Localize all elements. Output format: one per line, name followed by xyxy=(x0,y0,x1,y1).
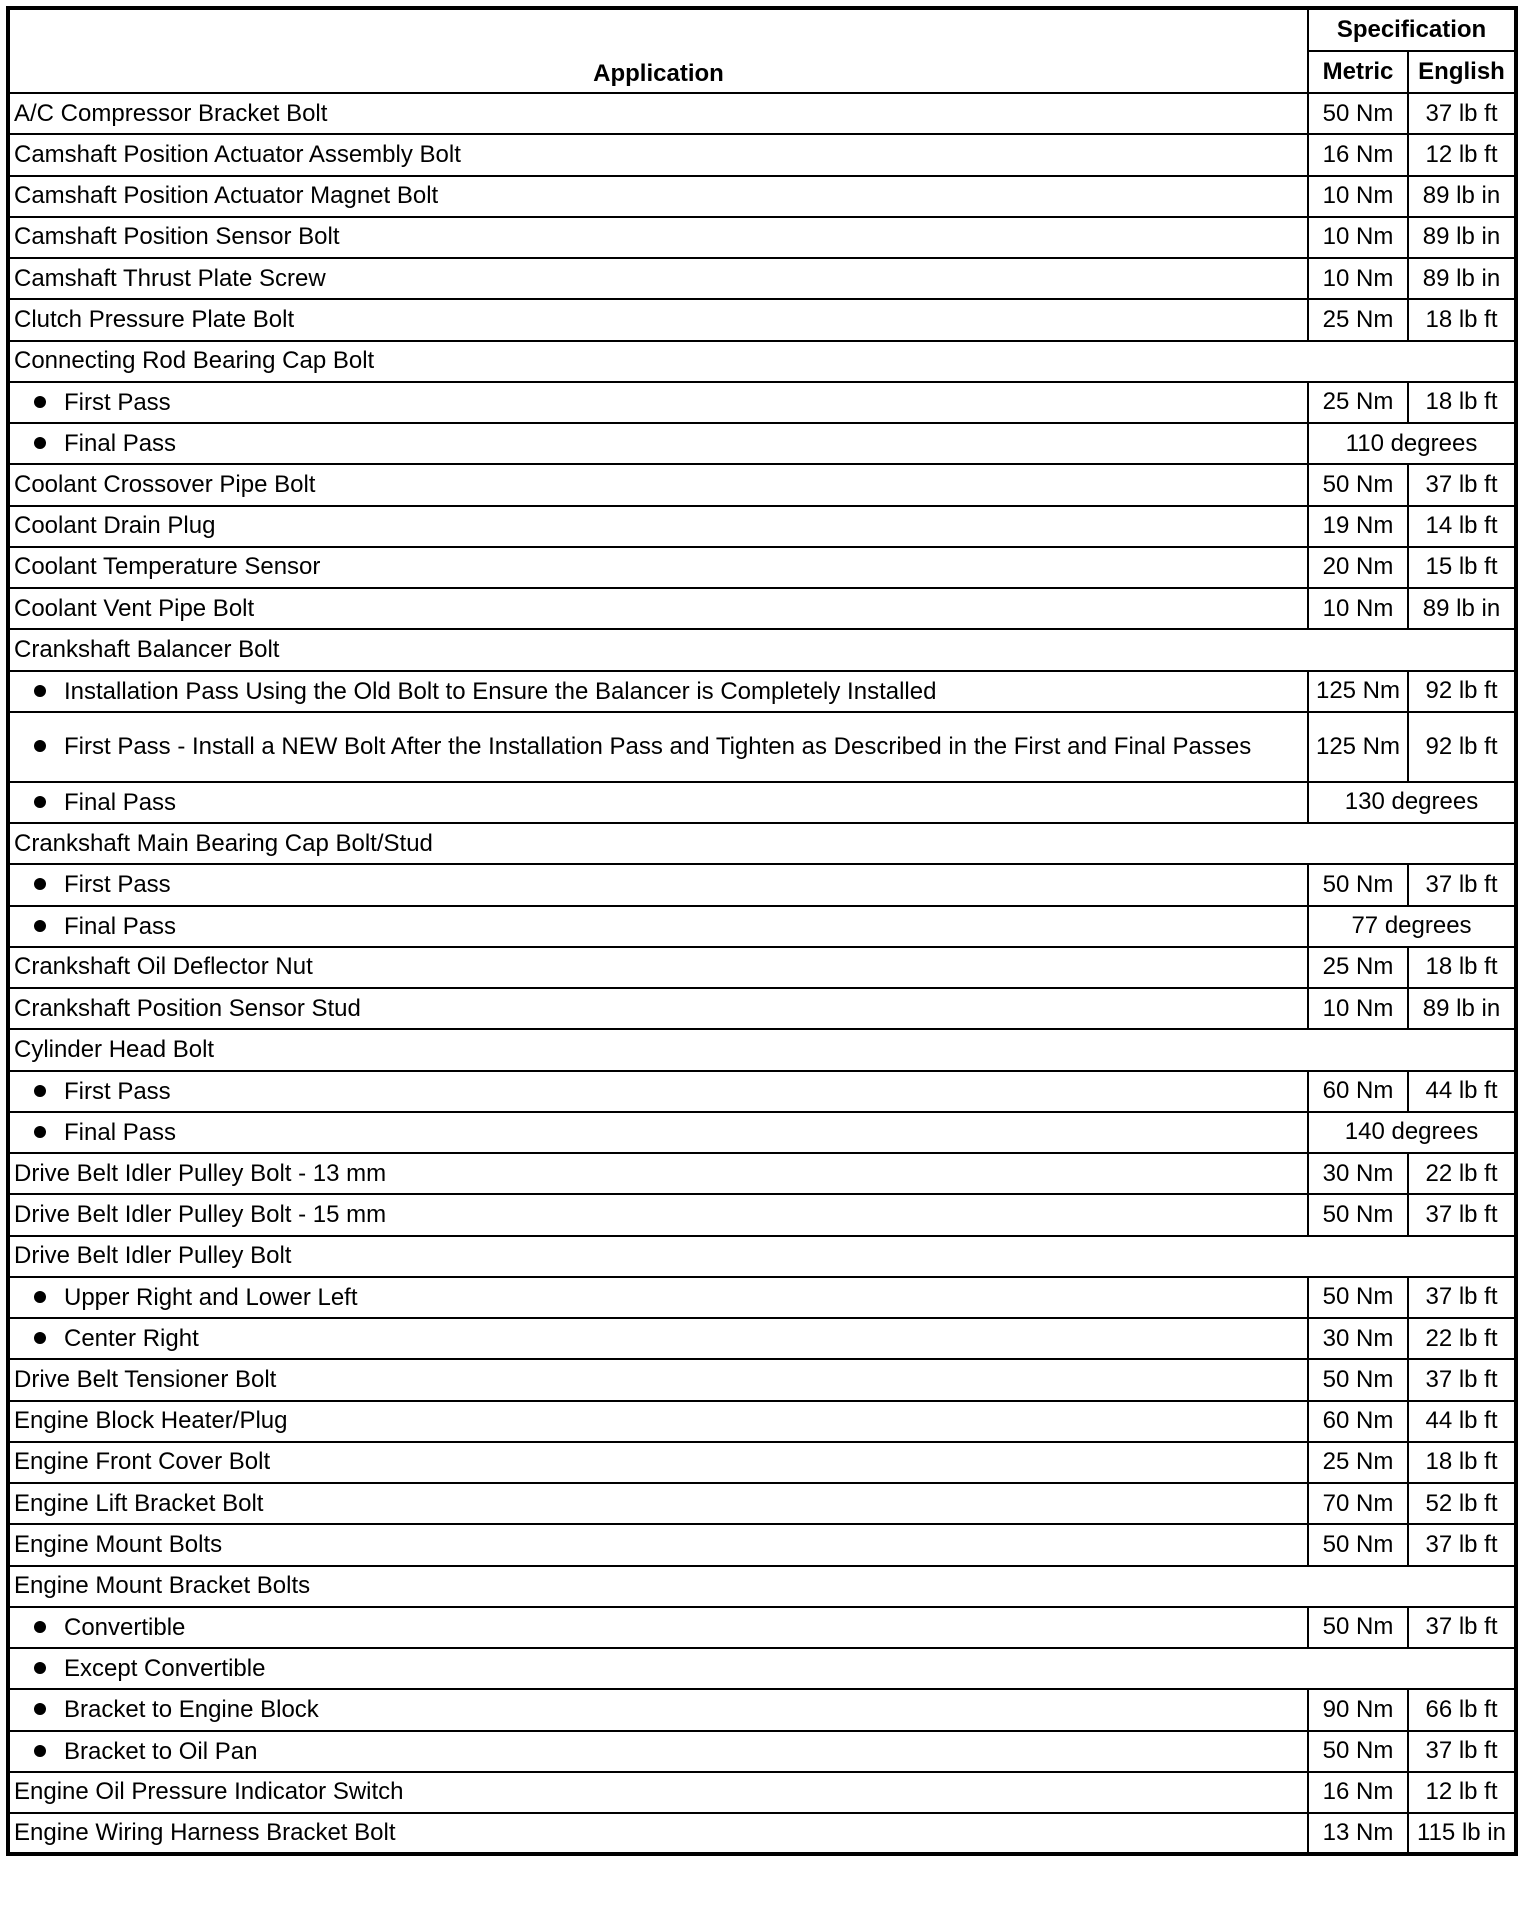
application-cell xyxy=(8,382,1308,423)
sub-step-label: Upper Right and Lower Left xyxy=(64,1283,358,1311)
metric-cell: 125 Nm xyxy=(1308,671,1408,712)
application-cell: Crankshaft Position Sensor Stud xyxy=(8,988,1308,1029)
metric-cell: 50 Nm xyxy=(1308,1731,1408,1772)
application-cell: Drive Belt Idler Pulley Bolt - 13 mm xyxy=(8,1153,1308,1194)
application-cell: Cylinder Head Bolt xyxy=(8,1029,1516,1070)
table-row xyxy=(8,506,1516,547)
table-row xyxy=(8,464,1516,505)
sub-step xyxy=(14,1695,1303,1724)
application-cell: Crankshaft Balancer Bolt xyxy=(8,629,1516,670)
table-row xyxy=(8,1442,1516,1483)
table-row xyxy=(8,712,1516,782)
metric-cell: 50 Nm xyxy=(1308,864,1408,905)
table-row xyxy=(8,1566,1516,1607)
sub-step xyxy=(14,677,1303,706)
sub-step xyxy=(14,1077,1303,1106)
application-cell: Camshaft Thrust Plate Screw xyxy=(8,258,1308,299)
metric-cell: 25 Nm xyxy=(1308,382,1408,423)
english-cell: 89 lb in xyxy=(1408,176,1516,217)
table-row xyxy=(8,1112,1516,1153)
metric-cell: 10 Nm xyxy=(1308,176,1408,217)
bullet-icon xyxy=(34,1126,46,1138)
metric-cell: 50 Nm xyxy=(1308,93,1408,134)
table-row xyxy=(8,1359,1516,1400)
angle-spec-cell: 130 degrees xyxy=(1308,782,1516,823)
metric-cell: 16 Nm xyxy=(1308,1772,1408,1813)
metric-cell: 30 Nm xyxy=(1308,1153,1408,1194)
table-row xyxy=(8,1483,1516,1524)
metric-cell: 16 Nm xyxy=(1308,134,1408,175)
sub-step-label: First Pass xyxy=(64,388,171,416)
sub-step xyxy=(14,1324,1303,1353)
application-cell: Camshaft Position Sensor Bolt xyxy=(8,217,1308,258)
english-cell: 18 lb ft xyxy=(1408,1442,1516,1483)
sub-step xyxy=(14,870,1303,899)
metric-cell: 25 Nm xyxy=(1308,299,1408,340)
english-cell: 15 lb ft xyxy=(1408,547,1516,588)
application-cell xyxy=(8,864,1308,905)
application-cell xyxy=(8,782,1308,823)
metric-cell: 70 Nm xyxy=(1308,1483,1408,1524)
table-row xyxy=(8,423,1516,464)
metric-cell: 20 Nm xyxy=(1308,547,1408,588)
application-cell xyxy=(8,671,1308,712)
table-row xyxy=(8,1236,1516,1277)
table-row xyxy=(8,1029,1516,1070)
english-cell: 89 lb in xyxy=(1408,588,1516,629)
english-cell: 92 lb ft xyxy=(1408,671,1516,712)
metric-cell: 50 Nm xyxy=(1308,1359,1408,1400)
header-english: English xyxy=(1408,51,1516,93)
application-cell xyxy=(8,1112,1308,1153)
table-row xyxy=(8,1153,1516,1194)
table-row xyxy=(8,1194,1516,1235)
table-row xyxy=(8,671,1516,712)
english-cell: 18 lb ft xyxy=(1408,382,1516,423)
english-cell: 66 lb ft xyxy=(1408,1689,1516,1730)
english-cell: 115 lb in xyxy=(1408,1813,1516,1854)
sub-step-label: Final Pass xyxy=(64,1118,177,1146)
metric-cell: 60 Nm xyxy=(1308,1401,1408,1442)
english-cell: 37 lb ft xyxy=(1408,1194,1516,1235)
table-row xyxy=(8,864,1516,905)
table-row xyxy=(8,1607,1516,1648)
english-cell: 44 lb ft xyxy=(1408,1071,1516,1112)
sub-step-label: First Pass xyxy=(64,871,171,899)
sub-step xyxy=(14,429,1303,458)
english-cell: 89 lb in xyxy=(1408,258,1516,299)
application-cell: Engine Mount Bolts xyxy=(8,1524,1308,1565)
application-cell xyxy=(8,906,1308,947)
table-row xyxy=(8,782,1516,823)
table-row xyxy=(8,947,1516,988)
header-specification: Specification xyxy=(1308,8,1516,51)
bullet-icon xyxy=(34,1703,46,1715)
english-cell: 92 lb ft xyxy=(1408,712,1516,782)
bullet-icon xyxy=(34,1291,46,1303)
metric-cell: 30 Nm xyxy=(1308,1318,1408,1359)
table-row xyxy=(8,1731,1516,1772)
metric-cell: 25 Nm xyxy=(1308,947,1408,988)
table-row xyxy=(8,1524,1516,1565)
english-cell: 18 lb ft xyxy=(1408,947,1516,988)
application-cell: Engine Lift Bracket Bolt xyxy=(8,1483,1308,1524)
sub-step-label: Convertible xyxy=(64,1613,186,1641)
english-cell: 37 lb ft xyxy=(1408,1731,1516,1772)
sub-step xyxy=(14,1737,1303,1766)
bullet-icon xyxy=(34,1621,46,1633)
english-cell: 89 lb in xyxy=(1408,217,1516,258)
sub-step-label: First Pass - Install a NEW Bolt After the Installation Pass and Tighten as Described in the First and Final Passes xyxy=(64,733,1252,761)
metric-cell: 10 Nm xyxy=(1308,258,1408,299)
application-cell xyxy=(8,1648,1516,1689)
table-row xyxy=(8,258,1516,299)
english-cell: 37 lb ft xyxy=(1408,93,1516,134)
table-row xyxy=(8,588,1516,629)
english-cell: 12 lb ft xyxy=(1408,134,1516,175)
bullet-icon xyxy=(34,437,46,449)
english-cell: 52 lb ft xyxy=(1408,1483,1516,1524)
application-cell xyxy=(8,1689,1308,1730)
metric-cell: 60 Nm xyxy=(1308,1071,1408,1112)
english-cell: 37 lb ft xyxy=(1408,1359,1516,1400)
table-row xyxy=(8,1648,1516,1689)
sub-step-label: First Pass xyxy=(64,1077,171,1105)
table-row xyxy=(8,1689,1516,1730)
application-cell xyxy=(8,1071,1308,1112)
table-row xyxy=(8,1277,1516,1318)
table-row xyxy=(8,176,1516,217)
application-cell: A/C Compressor Bracket Bolt xyxy=(8,93,1308,134)
application-cell: Engine Wiring Harness Bracket Bolt xyxy=(8,1813,1308,1854)
application-cell: Engine Front Cover Bolt xyxy=(8,1442,1308,1483)
sub-step xyxy=(14,1654,1510,1683)
metric-cell: 50 Nm xyxy=(1308,1607,1408,1648)
torque-spec-table-container xyxy=(6,6,1514,1856)
english-cell: 22 lb ft xyxy=(1408,1318,1516,1359)
application-cell: Engine Oil Pressure Indicator Switch xyxy=(8,1772,1308,1813)
application-cell: Coolant Drain Plug xyxy=(8,506,1308,547)
table-row xyxy=(8,823,1516,864)
bullet-icon xyxy=(34,796,46,808)
bullet-icon xyxy=(34,920,46,932)
english-cell: 22 lb ft xyxy=(1408,1153,1516,1194)
table-row xyxy=(8,382,1516,423)
header-application: Application xyxy=(8,8,1308,93)
english-cell: 37 lb ft xyxy=(1408,464,1516,505)
table-row xyxy=(8,629,1516,670)
sub-step-label: Final Pass xyxy=(64,430,177,458)
table-row xyxy=(8,547,1516,588)
header-metric: Metric xyxy=(1308,51,1408,93)
sub-step xyxy=(14,732,1303,761)
application-cell: Crankshaft Oil Deflector Nut xyxy=(8,947,1308,988)
english-cell: 14 lb ft xyxy=(1408,506,1516,547)
english-cell: 37 lb ft xyxy=(1408,864,1516,905)
english-cell: 37 lb ft xyxy=(1408,1607,1516,1648)
sub-step xyxy=(14,1118,1303,1147)
table-row xyxy=(8,93,1516,134)
metric-cell: 13 Nm xyxy=(1308,1813,1408,1854)
metric-cell: 90 Nm xyxy=(1308,1689,1408,1730)
sub-step-label: Final Pass xyxy=(64,788,177,816)
application-cell: Clutch Pressure Plate Bolt xyxy=(8,299,1308,340)
application-cell: Coolant Vent Pipe Bolt xyxy=(8,588,1308,629)
sub-step xyxy=(14,788,1303,817)
metric-cell: 10 Nm xyxy=(1308,217,1408,258)
application-cell xyxy=(8,1277,1308,1318)
sub-step-label: Center Right xyxy=(64,1325,199,1353)
english-cell: 89 lb in xyxy=(1408,988,1516,1029)
bullet-icon xyxy=(34,396,46,408)
bullet-icon xyxy=(34,1085,46,1097)
table-row xyxy=(8,1401,1516,1442)
sub-step-label: Bracket to Engine Block xyxy=(64,1696,319,1724)
table-row xyxy=(8,134,1516,175)
english-cell: 12 lb ft xyxy=(1408,1772,1516,1813)
application-cell: Drive Belt Tensioner Bolt xyxy=(8,1359,1308,1400)
sub-step-label: Bracket to Oil Pan xyxy=(64,1737,258,1765)
application-cell xyxy=(8,712,1308,782)
table-row xyxy=(8,906,1516,947)
application-cell: Coolant Temperature Sensor xyxy=(8,547,1308,588)
table-body xyxy=(8,93,1516,1854)
metric-cell: 10 Nm xyxy=(1308,988,1408,1029)
table-row xyxy=(8,1772,1516,1813)
metric-cell: 125 Nm xyxy=(1308,712,1408,782)
bullet-icon xyxy=(34,1332,46,1344)
application-cell: Drive Belt Idler Pulley Bolt xyxy=(8,1236,1516,1277)
application-cell xyxy=(8,1731,1308,1772)
sub-step-label: Except Convertible xyxy=(64,1655,266,1683)
sub-step xyxy=(14,388,1303,417)
table-row xyxy=(8,1813,1516,1854)
metric-cell: 10 Nm xyxy=(1308,588,1408,629)
table-row xyxy=(8,988,1516,1029)
table-row xyxy=(8,1071,1516,1112)
sub-step xyxy=(14,1283,1303,1312)
application-cell: Camshaft Position Actuator Magnet Bolt xyxy=(8,176,1308,217)
application-cell: Engine Block Heater/Plug xyxy=(8,1401,1308,1442)
sub-step-label: Installation Pass Using the Old Bolt to Ensure the Balancer is Completely Installed xyxy=(64,677,937,705)
table-row xyxy=(8,299,1516,340)
application-cell xyxy=(8,423,1308,464)
sub-step-label: Final Pass xyxy=(64,912,177,940)
application-cell: Crankshaft Main Bearing Cap Bolt/Stud xyxy=(8,823,1516,864)
sub-step xyxy=(14,912,1303,941)
angle-spec-cell: 110 degrees xyxy=(1308,423,1516,464)
metric-cell: 50 Nm xyxy=(1308,1194,1408,1235)
bullet-icon xyxy=(34,740,46,752)
bullet-icon xyxy=(34,685,46,697)
application-cell: Engine Mount Bracket Bolts xyxy=(8,1566,1516,1607)
angle-spec-cell: 77 degrees xyxy=(1308,906,1516,947)
application-cell: Camshaft Position Actuator Assembly Bolt xyxy=(8,134,1308,175)
application-cell: Drive Belt Idler Pulley Bolt - 15 mm xyxy=(8,1194,1308,1235)
metric-cell: 19 Nm xyxy=(1308,506,1408,547)
torque-spec-table xyxy=(6,6,1518,1856)
bullet-icon xyxy=(34,878,46,890)
application-cell: Connecting Rod Bearing Cap Bolt xyxy=(8,341,1516,382)
sub-step xyxy=(14,1613,1303,1642)
english-cell: 37 lb ft xyxy=(1408,1524,1516,1565)
metric-cell: 50 Nm xyxy=(1308,1277,1408,1318)
application-cell xyxy=(8,1607,1308,1648)
table-row xyxy=(8,341,1516,382)
english-cell: 37 lb ft xyxy=(1408,1277,1516,1318)
angle-spec-cell: 140 degrees xyxy=(1308,1112,1516,1153)
bullet-icon xyxy=(34,1662,46,1674)
table-row xyxy=(8,1318,1516,1359)
table-header xyxy=(8,8,1516,93)
english-cell: 44 lb ft xyxy=(1408,1401,1516,1442)
metric-cell: 25 Nm xyxy=(1308,1442,1408,1483)
metric-cell: 50 Nm xyxy=(1308,464,1408,505)
application-cell: Coolant Crossover Pipe Bolt xyxy=(8,464,1308,505)
application-cell xyxy=(8,1318,1308,1359)
table-row xyxy=(8,217,1516,258)
metric-cell: 50 Nm xyxy=(1308,1524,1408,1565)
english-cell: 18 lb ft xyxy=(1408,299,1516,340)
bullet-icon xyxy=(34,1745,46,1757)
